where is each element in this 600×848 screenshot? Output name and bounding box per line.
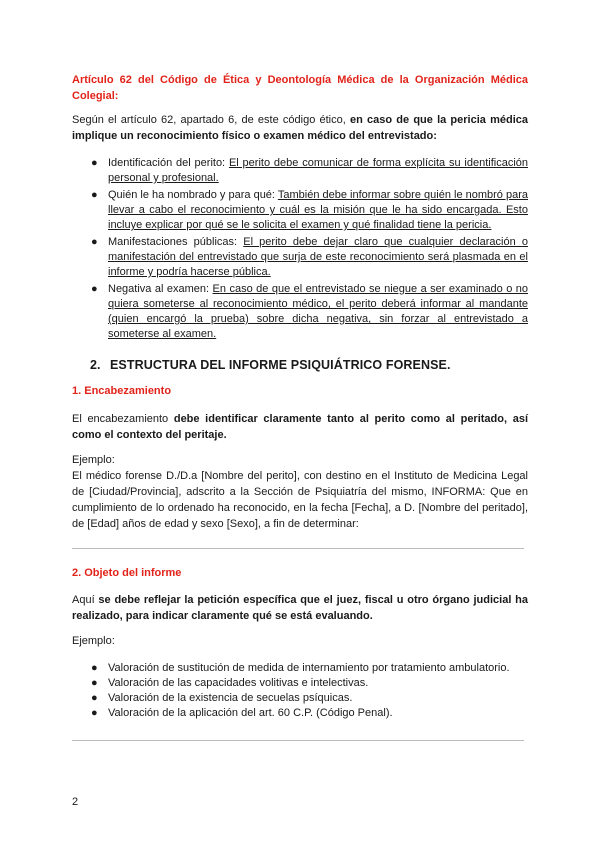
- intro-bold: en caso de que la pericia médica implique un reconocimiento físico o examen médico del entrevistado:: [72, 114, 529, 142]
- bullet-icon: ●: [91, 157, 98, 169]
- list-item: [72, 706, 528, 721]
- ethics-list: [72, 156, 528, 342]
- bullet-icon: ●: [91, 283, 98, 295]
- intro-plain: Según el artículo 62, apartado 6, de este código ético: [72, 114, 343, 126]
- section-title: [90, 358, 451, 372]
- sub1-example-text: El médico forense D./D.a [Nombre del perito], con destino en el Instituto de Medicina Legal de [Ciudad/Provincia], adscrito a la Sección de Psiquiatría del mismo, INFORMA: Que en cumplimiento de lo ordenado ha reconocido, en la fecha [Fecha], a D. [Nombre del peritado], de [Edad] años de edad y sexo [Sexo], a fin de determinar:: [72, 470, 528, 530]
- item-label: Negativa al examen:: [108, 283, 213, 295]
- subsection-1-paragraph: [72, 411, 528, 443]
- bullet-icon: ●: [91, 189, 98, 201]
- item-label: Quién le ha nombrado y para qué:: [108, 189, 278, 201]
- item-text: El perito debe dejar claro que cualquier declaración o manifestación del entrevistado que surja de este reconocimiento será plasmada en el informe y podría hacerse pública.: [108, 236, 528, 278]
- sub2-plain: Aquí: [72, 594, 99, 606]
- sub2-example-label: Ejemplo:: [72, 635, 115, 647]
- item-text: El perito debe comunicar de forma explícita su identificación personal y profesional.: [108, 157, 528, 184]
- bullet-icon: ●: [91, 662, 98, 674]
- intro-separator: ,: [342, 114, 350, 126]
- list-item: [72, 676, 528, 691]
- bullet-icon: ●: [91, 707, 98, 719]
- section-title-text: ESTRUCTURA DEL INFORME PSIQUIÁTRICO FORENSE.: [110, 358, 451, 372]
- item-text: Valoración de sustitución de medida de internamiento por tratamiento ambulatorio.: [108, 662, 510, 674]
- objective-list: [72, 661, 528, 721]
- list-item: [72, 661, 528, 676]
- item-text: Valoración de la aplicación del art. 60 C.P. (Código Penal).: [108, 707, 393, 719]
- sub1-example-label: Ejemplo:: [72, 454, 115, 466]
- item-label: Identificación del perito:: [108, 157, 229, 169]
- bullet-icon: ●: [91, 236, 98, 248]
- list-item: [72, 188, 528, 233]
- subsection-2-title: 2. Objeto del informe: [72, 567, 182, 579]
- page-number: 2: [72, 796, 79, 808]
- divider: [72, 740, 524, 741]
- list-item: [72, 691, 528, 706]
- article-heading: Artículo 62 del Código de Ética y Deontología Médica de la Organización Médica Colegial:: [72, 74, 528, 102]
- section-number: 2.: [90, 358, 101, 372]
- list-item: [72, 282, 528, 342]
- item-label: Manifestaciones públicas:: [108, 236, 244, 248]
- list-item: [72, 235, 528, 280]
- bullet-icon: ●: [91, 692, 98, 704]
- sub1-bold: debe identificar claramente tanto al perito como al peritado, así como el contexto del peritaje.: [72, 413, 529, 441]
- item-text: Valoración de la existencia de secuelas psíquicas.: [108, 692, 353, 704]
- item-text: En caso de que el entrevistado se niegue a ser examinado o no quiera someterse al reconocimiento médico, el perito deberá informar al mandante (quien encargó la prueba) sobre dicha negativa, sin forzar al entrevistado a someterse al examen.: [108, 283, 529, 340]
- bullet-icon: ●: [91, 677, 98, 689]
- sub2-bold: se debe reflejar la petición específica que el juez, fiscal u otro órgano judicial ha realizado, para indicar claramente qué se está evaluando.: [72, 594, 528, 622]
- subsection-2-paragraph: [72, 592, 528, 624]
- list-item: [72, 156, 528, 186]
- item-text: Valoración de las capacidades volitivas e intelectivas.: [108, 677, 369, 689]
- sub1-plain: El encabezamiento: [72, 413, 174, 425]
- intro-paragraph: [72, 112, 528, 144]
- subsection-1-title: 1. Encabezamiento: [72, 385, 172, 397]
- divider: [72, 548, 524, 549]
- item-text: También debe informar sobre quién le nombró para llevar a cabo el reconocimiento y cuál es la misión que le ha sido encargada. Esto incluye explicar por qué se le solicita el examen y qué finalidad tiene la pericia.: [108, 189, 528, 231]
